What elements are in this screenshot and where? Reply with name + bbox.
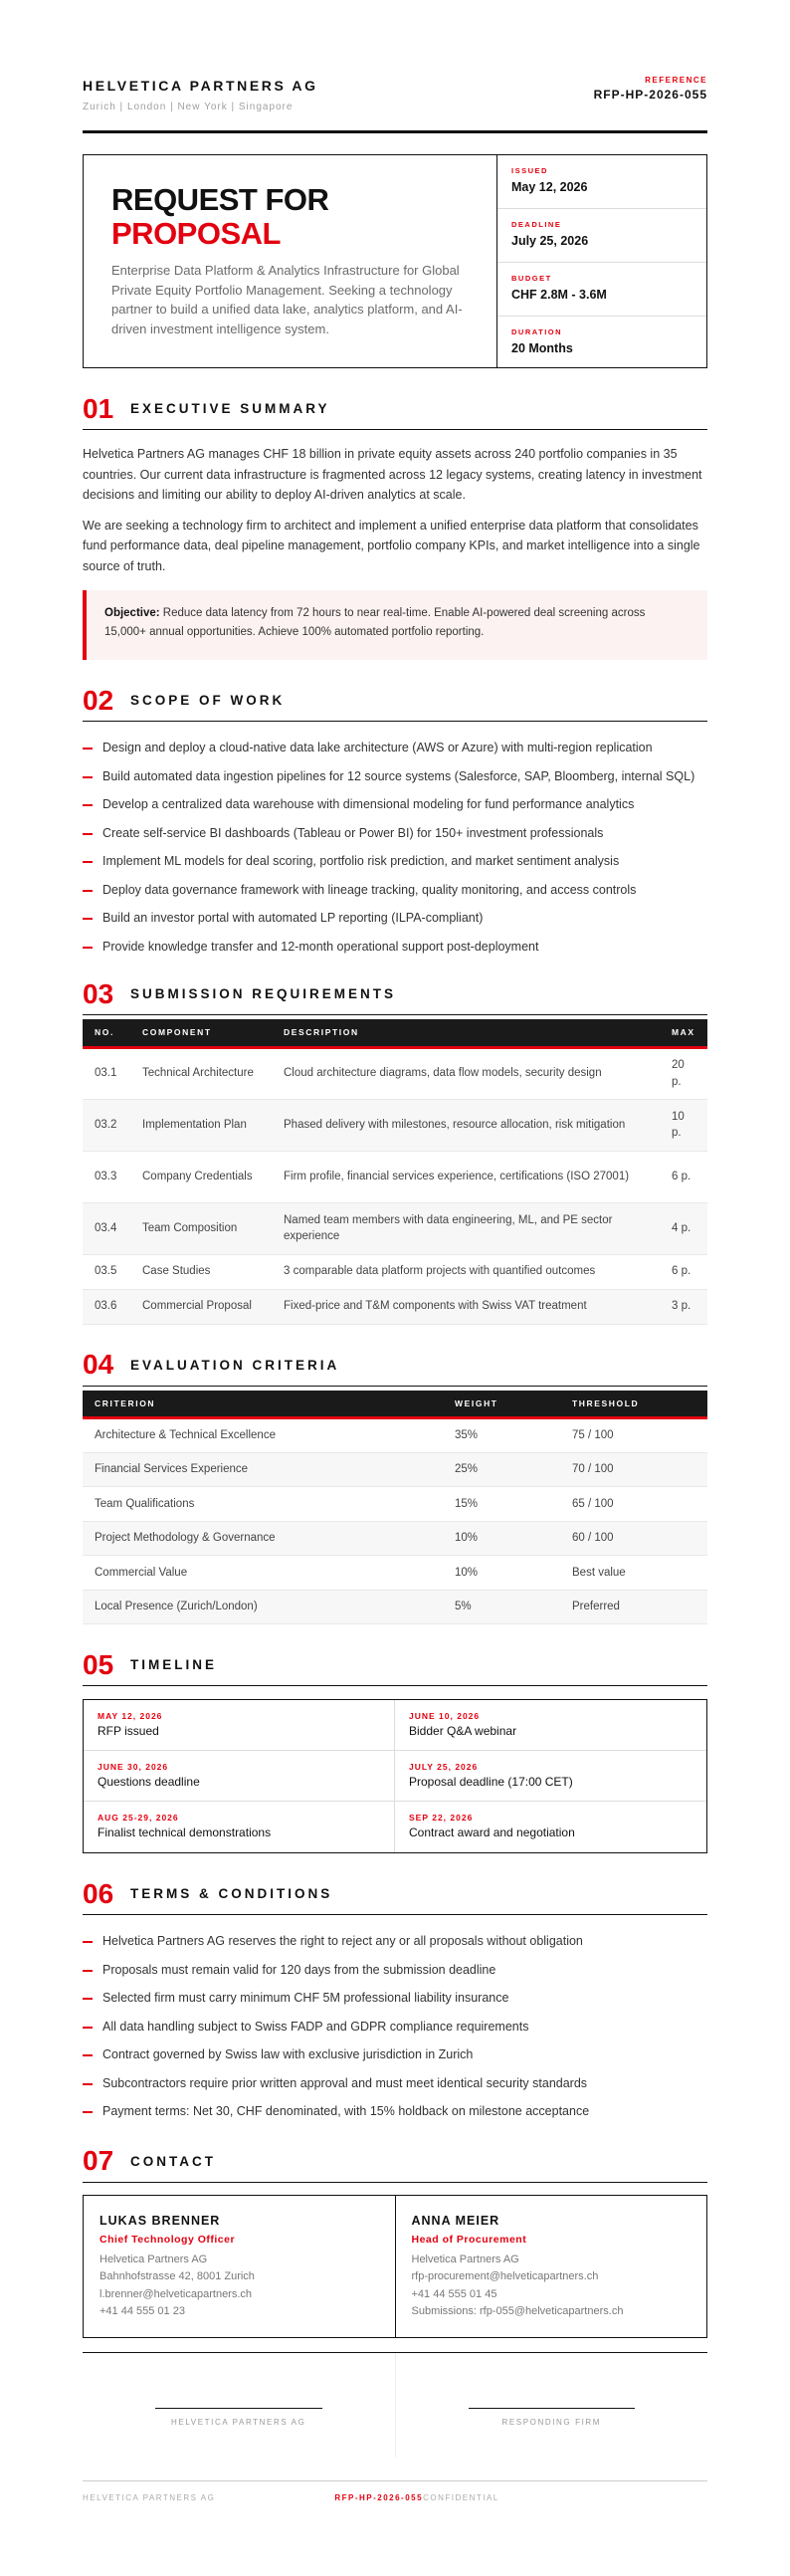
list-item: Selected firm must carry minimum CHF 5M professional liability insurance [83,1989,707,2008]
timeline-event: RFP issued [98,1724,159,1738]
column-header: COMPONENT [142,1027,212,1038]
table-row [83,1254,707,1289]
cell-max: 3 p. [660,1289,707,1324]
cell-no: 03.5 [83,1254,130,1289]
section-number: 02 [83,684,114,716]
reference-value: RFP-HP-2026-055 [593,88,707,102]
cell-weight: 15% [443,1487,560,1522]
timeline-event: Contract award and negotiation [409,1825,575,1839]
table-row [83,1202,707,1254]
timeline-date: JULY 25, 2026 [409,1762,479,1772]
hero-box [83,154,707,368]
list-item: Implement ML models for deal scoring, portfolio risk prediction, and market sentiment analysis [83,852,707,871]
meta-label: DEADLINE [511,220,562,229]
timeline-date: MAY 12, 2026 [98,1711,163,1721]
meta-label: DURATION [511,327,563,336]
hero-meta-panel [497,155,706,367]
list-item: Proposals must remain valid for 120 days from the submission deadline [83,1961,707,1980]
contact-email[interactable]: l.brenner@helveticapartners.ch [99,2287,253,2300]
cell-weight: 10% [443,1521,560,1556]
signature-label: HELVETICA PARTNERS AG [171,2417,306,2427]
cell-weight: 5% [443,1590,560,1624]
timeline-date: SEP 22, 2026 [409,1813,474,1823]
section-timeline-header [83,1644,707,1686]
contact-phone: +41 44 555 01 45 [411,2287,497,2300]
table-header-row [83,1391,707,1418]
cell-max: 10 p. [660,1099,707,1151]
timeline-date: JUNE 10, 2026 [409,1711,481,1721]
contact-role: Chief Technology Officer [99,2233,236,2246]
summary-paragraph: Helvetica Partners AG manages CHF 18 billion in private equity assets across 240 portfolio companies in 35 countries. Our current data infrastructure is fragmented across 12 legacy systems, creating latency in investment decisions and limiting our ability to deploy AI-driven analytics at scale. [83,447,702,502]
column-header: DESCRIPTION [284,1027,359,1038]
table-row [83,1289,707,1324]
timeline-item [84,1751,395,1802]
timeline-date: JUNE 30, 2026 [98,1762,169,1772]
cell-no: 03.4 [83,1202,130,1254]
hero-description: Enterprise Data Platform & Analytics Infrastructure for Global Private Equity Portfolio Management. Seeking a technology partner to build a unified data lake, analytics platform, and AI-driven investment intelligence system. [111,263,463,336]
footer-reference: RFP-HP-2026-055 [334,2493,424,2502]
contact-address: Bahnhofstrasse 42, 8001 Zurich [99,2270,255,2282]
section-number: 07 [83,2145,114,2176]
contact-card [84,2196,396,2337]
table-row [83,1487,707,1522]
section-number: 04 [83,1349,114,1380]
section-title: TERMS & CONDITIONS [130,1886,333,1901]
timeline-grid [83,1699,707,1853]
meta-value: July 25, 2026 [511,234,589,248]
list-item: Deploy data governance framework with lineage tracking, quality monitoring, and access controls [83,881,707,900]
timeline-event: Finalist technical demonstrations [98,1825,272,1839]
section-evaluation-header [83,1345,707,1387]
terms-list [83,1932,707,2121]
objective-label: Objective: [104,607,160,619]
contact-name: LUKAS BRENNER [99,2213,221,2228]
meta-label: ISSUED [511,166,548,175]
cell-threshold: Best value [560,1556,707,1591]
office-locations: Zurich | London | New York | Singapore [83,102,294,112]
cell-max: 6 p. [660,1151,707,1202]
cell-description: 3 comparable data platform projects with quantified outcomes [272,1254,660,1289]
cell-weight: 25% [443,1452,560,1487]
contact-email[interactable]: rfp-procurement@helveticapartners.ch [411,2270,599,2282]
list-item: Helvetica Partners AG reserves the right to reject any or all proposals without obligation [83,1932,707,1951]
column-header: MAX [672,1027,695,1038]
table-row [83,1521,707,1556]
meta-value: May 12, 2026 [511,180,588,194]
reference-block [594,76,707,102]
cell-criterion: Local Presence (Zurich/London) [83,1590,443,1624]
section-submission-header [83,973,707,1015]
contact-card [396,2196,707,2337]
cell-criterion: Project Methodology & Governance [83,1521,443,1556]
objective-text: Reduce data latency from 72 hours to near real-time. Enable AI-powered deal screening across 15,000+ annual opportunities. Achieve 100% automated portfolio reporting. [104,607,646,638]
document-header [83,0,707,133]
list-item: Payment terms: Net 30, CHF denominated, with 15% holdback on milestone acceptance [83,2102,707,2121]
objective-callout [83,590,707,660]
signature-label: RESPONDING FIRM [501,2417,602,2427]
meta-issued [497,155,706,209]
list-item: All data handling subject to Swiss FADP and GDPR compliance requirements [83,2018,707,2037]
meta-value: CHF 2.8M - 3.6M [511,288,607,302]
meta-budget [497,263,706,317]
cell-weight: 35% [443,1418,560,1453]
cell-component: Case Studies [130,1254,272,1289]
table-row [83,1047,707,1099]
cell-description: Named team members with data engineering, ML, and PE sector experience [272,1202,660,1254]
scope-list [83,739,707,956]
cell-weight: 10% [443,1556,560,1591]
section-executive-summary-header [83,388,707,430]
cell-threshold: 70 / 100 [560,1452,707,1487]
cell-no: 03.1 [83,1047,130,1099]
timeline-item [395,1802,706,1852]
cell-max: 6 p. [660,1254,707,1289]
list-item: Build automated data ingestion pipelines for 12 source systems (Salesforce, SAP, Bloomberg, internal SQL) [83,767,707,786]
signature-area [83,2353,396,2458]
meta-duration [497,317,706,370]
cell-component: Commercial Proposal [130,1289,272,1324]
cell-criterion: Team Qualifications [83,1487,443,1522]
list-item: Build an investor portal with automated LP reporting (ILPA-compliant) [83,909,707,928]
section-number: 01 [83,392,114,424]
section-scope-header [83,680,707,722]
cell-max: 20 p. [660,1047,707,1099]
column-header: THRESHOLD [572,1397,640,1408]
section-title: EVALUATION CRITERIA [130,1357,340,1373]
cell-component: Implementation Plan [130,1099,272,1151]
cell-criterion: Commercial Value [83,1556,443,1591]
table-row [83,1590,707,1624]
section-terms-header [83,1873,707,1915]
section-contact-header [83,2141,707,2183]
hero-title-line2: PROPOSAL [111,216,281,251]
list-item: Design and deploy a cloud-native data lake architecture (AWS or Azure) with multi-region replication [83,739,707,757]
contact-submissions-email[interactable]: Submissions: rfp-055@helveticapartners.ch [411,2305,624,2317]
cell-max: 4 p. [660,1202,707,1254]
submission-table [83,1019,707,1325]
timeline-item [84,1802,395,1852]
list-item: Create self-service BI dashboards (Tableau or Power BI) for 150+ investment professionals [83,824,707,843]
reference-label: REFERENCE [645,76,707,85]
meta-value: 20 Months [511,341,573,355]
page-footer [83,2480,707,2502]
section-number: 06 [83,1877,114,1909]
timeline-date: AUG 25-29, 2026 [98,1813,179,1823]
contact-line: Helvetica Partners AG [99,2253,208,2265]
cell-component: Team Composition [130,1202,272,1254]
table-row [83,1418,707,1453]
signature-line [469,2408,636,2409]
cell-description: Cloud architecture diagrams, data flow models, security design [272,1047,660,1099]
evaluation-table [83,1391,707,1625]
table-header-row [83,1019,707,1047]
contact-name: ANNA MEIER [411,2213,500,2228]
section-title: EXECUTIVE SUMMARY [130,401,330,416]
meta-deadline [497,209,706,263]
cell-component: Company Credentials [130,1151,272,1202]
list-item: Develop a centralized data warehouse with dimensional modeling for fund performance analytics [83,795,707,814]
cell-criterion: Architecture & Technical Excellence [83,1418,443,1453]
company-name: HELVETICA PARTNERS AG [83,78,318,94]
column-header: NO. [95,1027,114,1038]
timeline-item [395,1751,706,1802]
cell-threshold: Preferred [560,1590,707,1624]
cell-threshold: 65 / 100 [560,1487,707,1522]
section-title: SCOPE OF WORK [130,693,286,708]
column-header: CRITERION [95,1397,156,1408]
table-row [83,1556,707,1591]
cell-description: Phased delivery with milestones, resource allocation, risk mitigation [272,1099,660,1151]
cell-no: 03.6 [83,1289,130,1324]
list-item: Contract governed by Swiss law with exclusive jurisdiction in Zurich [83,2045,707,2064]
table-row [83,1099,707,1151]
contact-cards [83,2195,707,2338]
hero-title-area [84,155,497,367]
footer-confidential: CONFIDENTIAL [423,2493,499,2502]
contact-role: Head of Procurement [411,2233,527,2246]
cell-description: Firm profile, financial services experience, certifications (ISO 27001) [272,1151,660,1202]
timeline-event: Questions deadline [98,1775,200,1789]
timeline-event: Bidder Q&A webinar [409,1724,517,1738]
section-title: SUBMISSION REQUIREMENTS [130,986,397,1001]
contact-phone: +41 44 555 01 23 [99,2305,185,2317]
table-row [83,1151,707,1202]
timeline-event: Proposal deadline (17:00 CET) [409,1775,573,1789]
meta-label: BUDGET [511,274,552,283]
timeline-item [84,1700,395,1751]
list-item: Provide knowledge transfer and 12-month operational support post-deployment [83,938,707,957]
cell-threshold: 75 / 100 [560,1418,707,1453]
summary-paragraph: We are seeking a technology firm to architect and implement a unified enterprise data platform that consolidates fund performance data, deal pipeline management, portfolio company KPIs, and market intelligence into a single source of truth. [83,518,700,573]
section-number: 05 [83,1648,114,1680]
contact-line: Helvetica Partners AG [411,2253,519,2265]
signature-line [155,2408,322,2409]
section-number: 03 [83,977,114,1009]
signature-block [83,2352,707,2458]
timeline-item [395,1700,706,1751]
cell-description: Fixed-price and T&M components with Swiss VAT treatment [272,1289,660,1324]
section-title: CONTACT [130,2153,216,2169]
table-row [83,1452,707,1487]
section-title: TIMELINE [130,1657,217,1672]
cell-threshold: 60 / 100 [560,1521,707,1556]
signature-area [396,2353,708,2458]
cell-criterion: Financial Services Experience [83,1452,443,1487]
cell-component: Technical Architecture [130,1047,272,1099]
cell-no: 03.2 [83,1099,130,1151]
hero-title-line1: REQUEST FOR [111,182,329,217]
footer-company: HELVETICA PARTNERS AG [83,2493,216,2502]
column-header: WEIGHT [455,1397,498,1408]
list-item: Subcontractors require prior written approval and must meet identical security standards [83,2074,707,2093]
cell-no: 03.3 [83,1151,130,1202]
